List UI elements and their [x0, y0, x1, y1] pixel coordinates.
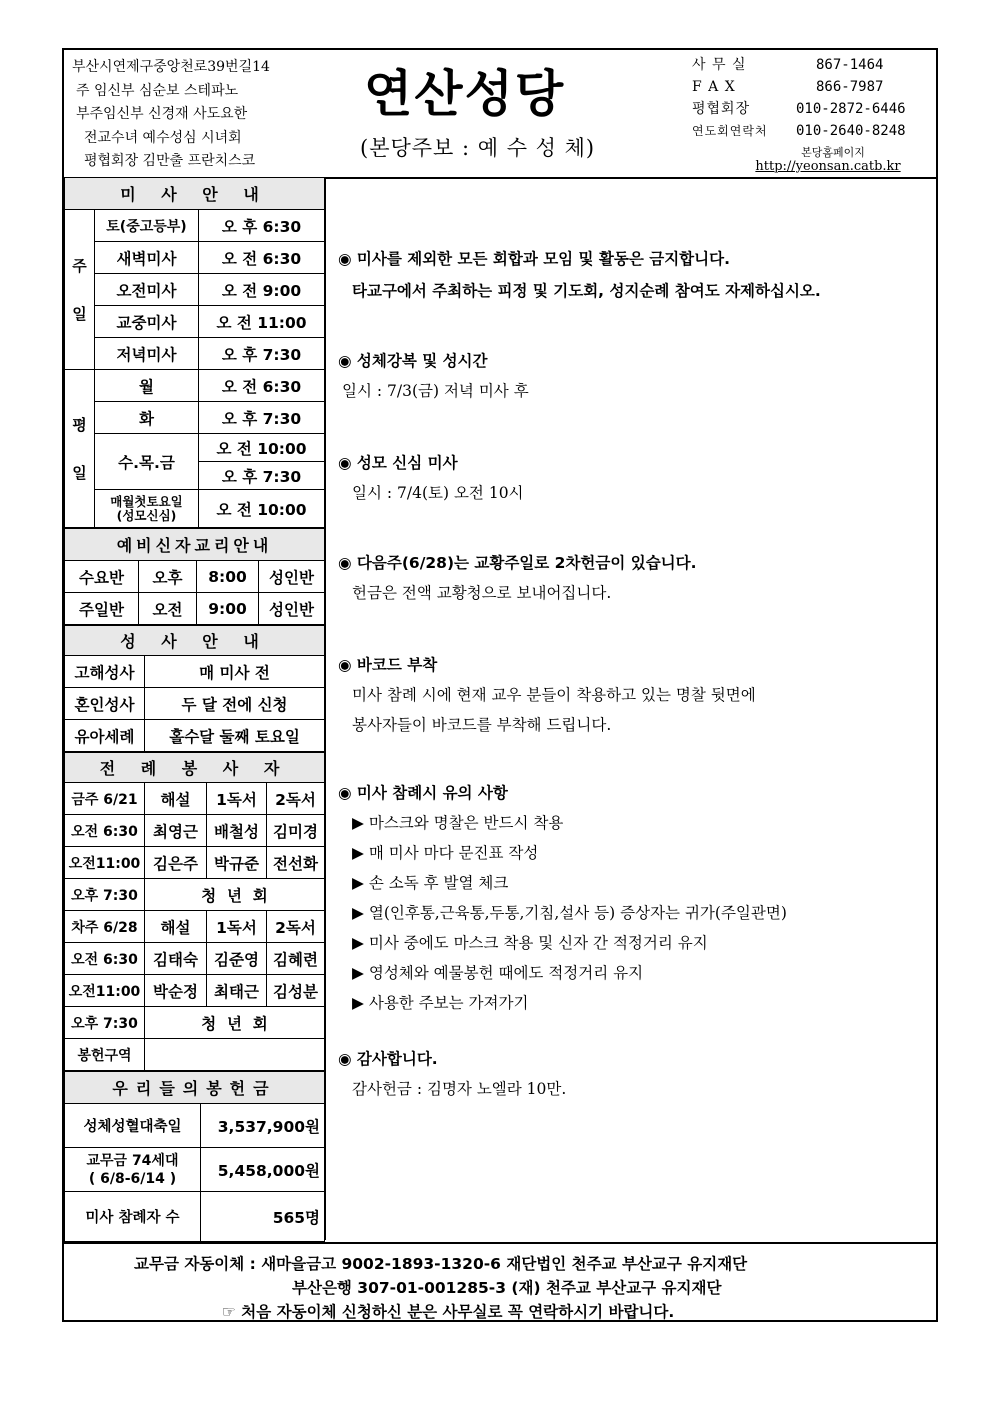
council-president: 평협회장 김만출 프란치스코 [84, 153, 256, 169]
attendance-count: 565명 [201, 1192, 325, 1242]
mass-name: 교중미사 [95, 306, 199, 338]
bulletin-subtitle: (본당주보 : 예 수 성 체) [360, 136, 596, 160]
notice-heading: ◉ 다음주(6/28)는 교황주일로 2차헌금이 있습니다. [338, 554, 697, 572]
homepage-label: 본당홈페이지 [801, 146, 865, 159]
sacrament-title: 성 사 안 내 [65, 626, 325, 656]
mass-name: 새벽미사 [95, 242, 199, 274]
contact-info [688, 54, 938, 174]
ministry-person: 최태근 [207, 975, 267, 1007]
mass-time: 오 전 10:00 [199, 490, 325, 528]
notice-line: 헌금은 전액 교황청으로 보내어집니다. [352, 584, 612, 602]
ministry-group: 청 년 회 [145, 1007, 325, 1039]
mass-name: 매월첫토요일 (성모신심) [95, 490, 199, 528]
mass-name: 월 [95, 370, 199, 402]
ministry-person: 배철성 [207, 815, 267, 847]
precaution-item: ▶ 영성체와 예물봉헌 때에도 적정거리 유지 [352, 964, 644, 982]
ministry-person: 최영근 [145, 815, 207, 847]
ministry-offering-zone: 봉헌구역 [65, 1039, 145, 1071]
precaution-item: ▶ 손 소독 후 발열 체크 [352, 874, 509, 892]
precaution-item: ▶ 미사 중에도 마스크 착용 및 신자 간 적정거리 유지 [352, 934, 708, 952]
footer-contact-note: ☞ 처음 자동이체 신청하신 분은 사무실로 꼭 연락하시기 바랍니다. [222, 1303, 675, 1321]
notice-heading: ◉ 바코드 부착 [338, 656, 438, 674]
mass-time: 오 전 6:30 [199, 242, 325, 274]
footer-transfer-line: 교무금 자동이체 : 새마을금고 9002-1893-1320-6 재단법인 천주교 부산교구 유지재단 [134, 1255, 748, 1273]
ministry-mass-time: 오후 7:30 [65, 879, 145, 911]
parish-title: 연산성당 [364, 65, 566, 123]
class-type: 성인반 [259, 593, 325, 625]
ministry-person: 박순정 [145, 975, 207, 1007]
mass-name: 화 [95, 402, 199, 434]
notice-line: 일시 : 7/4(토) 오전 10시 [352, 484, 524, 502]
sunday-label: 주 일 [65, 210, 95, 370]
ministry-group: 청 년 회 [145, 879, 325, 911]
mass-name: 토(중고등부) [95, 210, 199, 242]
ministry-person: 김성분 [267, 975, 325, 1007]
mass-name: 저녁미사 [95, 338, 199, 370]
ministry-mass-time: 오전11:00 [65, 847, 145, 879]
mass-name: 수.목.금 [95, 434, 199, 490]
notice-line: 미사 참례 시에 현재 교우 분들이 착용하고 있는 명찰 뒷면에 [352, 686, 756, 704]
notice-heading: ◉ 성체강복 및 성시간 [338, 352, 488, 370]
sacrament-note: 두 달 전에 신청 [145, 688, 325, 720]
notice-barcode [338, 653, 756, 735]
ministry-person: 박규준 [207, 847, 267, 879]
notice-restriction [338, 247, 821, 301]
class-name: 수요반 [65, 561, 139, 593]
mass-time: 오 전 6:30 [199, 370, 325, 402]
notices-column [326, 177, 936, 1240]
bulletin-frame [62, 48, 938, 1322]
sacrament-note: 홀수달 둘째 토요일 [145, 720, 325, 752]
mass-time: 오 전 11:00 [199, 306, 325, 338]
catechumen-title: 예비신자교리안내 [65, 529, 325, 561]
offering-label: 교무금 74세대 ( 6/8-6/14 ) [65, 1148, 201, 1192]
class-ampm: 오전 [139, 593, 197, 625]
ministry-person: 김미경 [267, 815, 325, 847]
notice-line: 타교구에서 주최하는 피정 및 기도회, 성지순례 참여도 자제하십시오. [352, 282, 821, 300]
ministry-mass-time: 오전 6:30 [65, 943, 145, 975]
ministry-role: 1독서 [207, 783, 267, 815]
class-name: 주일반 [65, 593, 139, 625]
contact-funeral: 연도회연락처 010-2640-8248 [692, 123, 906, 139]
footer-bank-line: 부산은행 307-01-001285-3 (재) 천주교 부산교구 유지재단 [292, 1279, 722, 1297]
class-time: 8:00 [197, 561, 259, 593]
class-ampm: 오후 [139, 561, 197, 593]
catechumen-table [64, 528, 325, 625]
notice-heading: ◉ 미사 참례시 유의 사항 [338, 784, 508, 802]
sacrament-note: 매 미사 전 [145, 656, 325, 688]
ministry-role: 해설 [145, 911, 207, 943]
ministry-zone-value [145, 1039, 325, 1071]
ministry-week: 금주 6/21 [65, 783, 145, 815]
precaution-item: ▶ 매 미사 마다 문진표 작성 [352, 844, 539, 862]
mass-time: 오 후 6:30 [199, 210, 325, 242]
contact-president: 평협회장 010-2872-6446 [692, 101, 906, 117]
notice-thanks [338, 1047, 566, 1099]
offering-table [64, 1071, 325, 1242]
offering-amount: 3,537,900원 [201, 1104, 325, 1148]
ministry-role: 2독서 [267, 783, 325, 815]
notice-line: 봉사자들이 바코드를 부착해 드립니다. [352, 716, 612, 734]
mass-time: 오 후 7:30 [199, 462, 325, 490]
mass-name: 오전미사 [95, 274, 199, 306]
notice-precautions [338, 781, 787, 1013]
sacrament-name: 고해성사 [65, 656, 145, 688]
mass-time: 오 전 9:00 [199, 274, 325, 306]
parish-info [72, 56, 340, 174]
weekday-label: 평 일 [65, 370, 95, 528]
notice-marian-mass [338, 451, 524, 503]
notice-line: 일시 : 7/3(금) 저녁 미사 후 [342, 382, 529, 400]
class-time: 9:00 [197, 593, 259, 625]
offering-amount: 5,458,000원 [201, 1148, 325, 1192]
ministry-role: 2독서 [267, 911, 325, 943]
notice-heading: ◉ 감사합니다. [338, 1050, 438, 1068]
ministry-person: 김은주 [145, 847, 207, 879]
precaution-item: ▶ 사용한 주보는 가져가기 [352, 994, 529, 1012]
class-type: 성인반 [259, 561, 325, 593]
ministry-title: 전 례 봉 사 자 [65, 753, 325, 783]
assistant-pastor: 부주임신부 신경재 사도요한 [76, 106, 248, 122]
notice-papal-sunday [338, 551, 697, 603]
mass-title: 미 사 안 내 [65, 178, 325, 210]
ministry-role: 1독서 [207, 911, 267, 943]
ministry-week: 차주 6/28 [65, 911, 145, 943]
mass-schedule-table [64, 177, 325, 528]
sacrament-name: 혼인성사 [65, 688, 145, 720]
notice-heading: ◉ 미사를 제외한 모든 회합과 모임 및 활동은 금지합니다. [338, 250, 730, 268]
ministry-role: 해설 [145, 783, 207, 815]
ministry-person: 김혜련 [267, 943, 325, 975]
ministry-person: 전선화 [267, 847, 325, 879]
notice-adoration [338, 349, 529, 401]
attendance-label: 미사 참례자 수 [65, 1192, 201, 1242]
pastor: 주 임신부 심순보 스테파노 [76, 82, 239, 99]
ministry-mass-time: 오전11:00 [65, 975, 145, 1007]
precaution-item: ▶ 마스크와 명찰은 반드시 착용 [352, 814, 564, 832]
contact-office: 사 무 실 867-1464 [692, 57, 884, 73]
offering-title: 우리들의봉헌금 [65, 1072, 325, 1104]
contact-fax: F A X 866-7987 [692, 79, 884, 95]
address: 부산시연제구중앙천로39번길14 [72, 59, 270, 75]
notice-line: 감사헌금 : 김명자 노엘라 10만. [352, 1080, 567, 1098]
notice-heading: ◉ 성모 신심 미사 [338, 454, 458, 472]
sacrament-name: 유아세례 [65, 720, 145, 752]
ministry-mass-time: 오전 6:30 [65, 815, 145, 847]
sacrament-table [64, 625, 325, 752]
mass-time: 오 전 10:00 [199, 434, 325, 462]
bulletin-header [64, 50, 936, 179]
mass-time: 오 후 7:30 [199, 338, 325, 370]
bulletin-footer [64, 1242, 936, 1324]
ministry-table [64, 752, 325, 1071]
ministry-mass-time: 오후 7:30 [65, 1007, 145, 1039]
homepage-link[interactable]: http://yeonsan.catb.kr [755, 159, 901, 174]
offering-label: 성체성혈대축일 [65, 1104, 201, 1148]
ministry-person: 김태숙 [145, 943, 207, 975]
sister: 전교수녀 예수성심 시녀회 [84, 129, 242, 146]
schedule-column [64, 177, 326, 1240]
ministry-person: 김준영 [207, 943, 267, 975]
mass-time: 오 후 7:30 [199, 402, 325, 434]
precaution-item: ▶ 열(인후통,근육통,두통,기침,설사 등) 증상자는 귀가(주일관면) [352, 904, 787, 922]
